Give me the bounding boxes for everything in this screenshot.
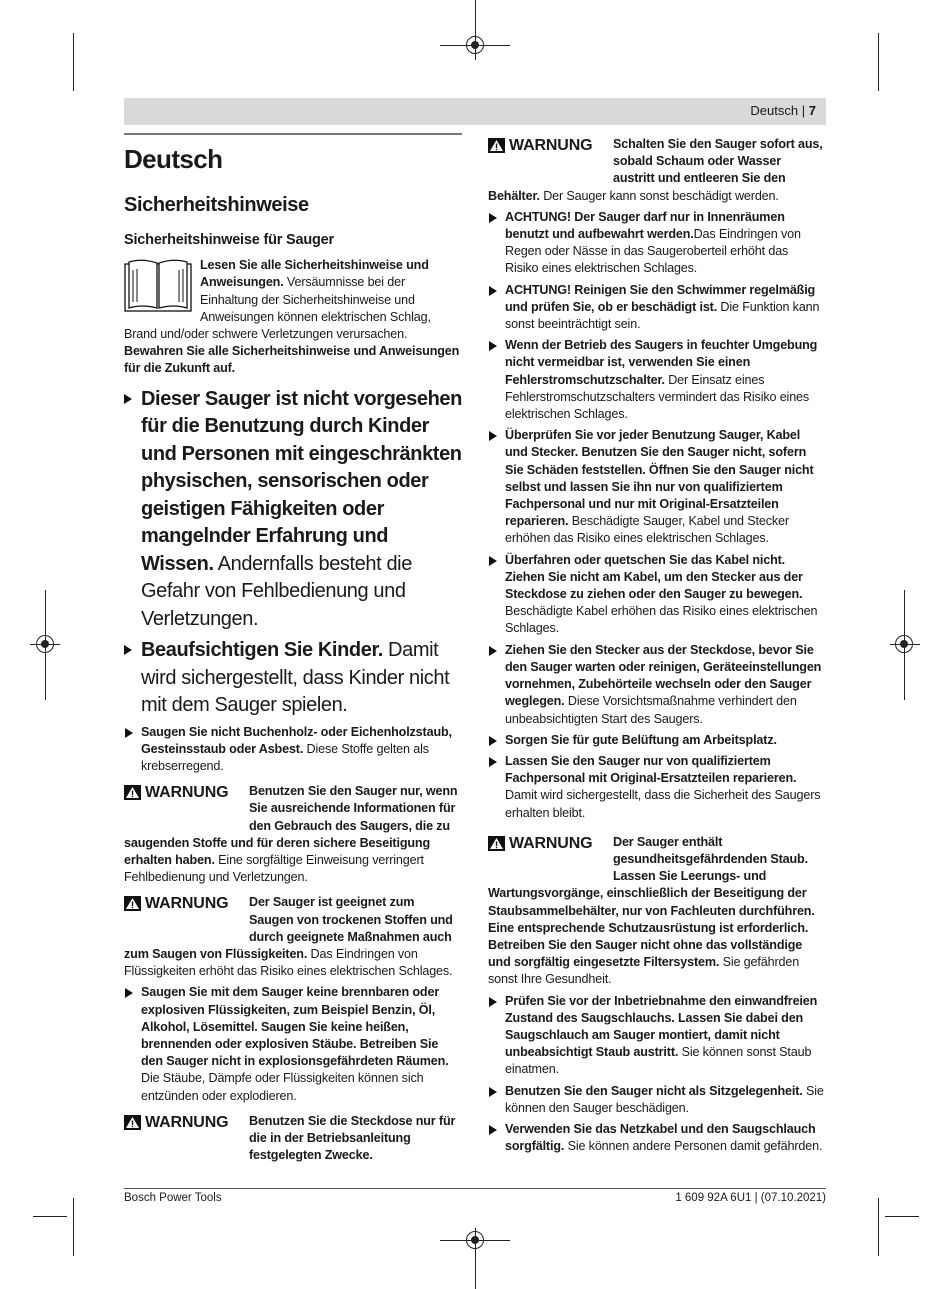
- read-instructions-block: [124, 257, 462, 343]
- bullet-bold: Überfahren oder quetschen Sie das Kabel nicht. Ziehen Sie nicht am Kabel, um den Stecker aus der Steckdose zu ziehen oder den Sauger zu bewegen.: [505, 552, 803, 602]
- bullet-text: Diese Vorsichtsmaßnahme verhindert den unbeabsichtigten Start des Saugers.: [505, 694, 797, 726]
- warning-block: [124, 1113, 462, 1165]
- bullet-text: Sie können andere Personen damit gefährden.: [564, 1139, 823, 1154]
- header-language: Deutsch: [750, 103, 799, 118]
- right-column: [488, 136, 824, 1155]
- registration-mark-icon: [895, 635, 913, 653]
- bullet-triangle-icon: [489, 431, 497, 441]
- warning-label-text: WARNUNG: [509, 137, 593, 154]
- bullet-item: [124, 984, 462, 1104]
- header-text: [750, 103, 816, 118]
- footer-brand: Bosch Power Tools: [124, 1192, 222, 1204]
- bullet-large-1-bold: Dieser Sauger ist nicht vorgesehen für die Benutzung durch Kinder und Personen mit eingeschränkten physischen, sensorischen oder geistigen Fähigkeiten oder mangelnder Erfahrung und Wissen.: [141, 387, 462, 575]
- page-title: Deutsch: [124, 144, 223, 174]
- bullet-text: Diese Stoffe gelten als krebserregend.: [141, 741, 429, 774]
- warning-bold: Der Sauger enthält gesundheitsgefährdenden Staub. Lassen Sie Leerungs- und Wartungsvorgänge, einschließlich der Beseitigung der Staubsammelbehälter, nur von Fachleuten durchführen. Eine entsprechende Schutzausrüstung ist erforderlich. Betreiben Sie den Sauger nicht ohne das vollständige und sorgfältig eingesetzte Filtersystem.: [488, 834, 815, 970]
- bullet-item: [488, 642, 824, 728]
- bullet-text: Das Eindringen von Regen oder Nässe in das Saugeroberteil erhöht das Risiko eines elektrischen Schlages.: [505, 227, 801, 276]
- bullet-triangle-icon: [489, 757, 497, 767]
- crop-mark: [878, 1198, 879, 1256]
- bullet-bold: ACHTUNG! Der Sauger darf nur in Innenräumen benutzt und aufbewahrt werden.: [505, 209, 785, 242]
- footer-rule: [124, 1188, 826, 1189]
- column-rule: [124, 133, 462, 135]
- bullet-text: Die Funktion kann sonst beeinträchtigt sein.: [505, 299, 820, 332]
- warning-label: [124, 894, 249, 932]
- warning-text: Das Eindringen von Flüssigkeiten erhöht das Risiko eines elektrischen Schlages.: [124, 947, 453, 979]
- subsection-heading: Sicherheitshinweise für Sauger: [124, 232, 334, 248]
- bullet-bold: Benutzen Sie den Sauger nicht als Sitzgelegenheit.: [505, 1083, 803, 1098]
- bullet-bold: Prüfen Sie vor der Inbetriebnahme den einwandfreien Zustand des Saugschlauchs. Lassen Sie dabei den Saugschlauch am Sauger montiert, damit nicht unbeabsichtigt Staub austritt.: [505, 993, 818, 1060]
- read-bold: Lesen Sie alle Sicherheitshinweise und Anweisungen.: [200, 258, 429, 290]
- warning-text: Sie gefährden sonst Ihre Gesundheit.: [488, 955, 800, 987]
- warning-label: [124, 783, 249, 821]
- warning-label: [124, 1113, 249, 1151]
- warning-triangle-icon: [124, 896, 141, 911]
- read-text: Versäumnisse bei der Einhaltung der Sicherheitshinweise und Anweisungen können elektrischen Schlag, Brand und/oder schwere Verletzungen verursachen.: [124, 275, 431, 342]
- footer-docnumber: 1 609 92A 6U1 | (07.10.2021): [675, 1192, 826, 1204]
- bullet-bold: Lassen Sie den Sauger nur von qualifiziertem Fachpersonal mit Original-Ersatzteilen reparieren.: [505, 753, 797, 786]
- warning-label-text: WARNUNG: [145, 784, 229, 802]
- section-heading: Sicherheitshinweise: [124, 194, 309, 216]
- bullet-item: [488, 282, 824, 334]
- page-header: [124, 98, 826, 125]
- bullet-item: [488, 1121, 824, 1155]
- registration-mark-icon: [466, 1231, 484, 1249]
- bullet-triangle-icon: [125, 728, 133, 738]
- warning-triangle-icon: [488, 138, 505, 153]
- book-icon: [124, 258, 192, 312]
- bullet-large-1: [124, 386, 462, 634]
- bullet-text: Damit wird sichergestellt, dass die Sicherheit des Saugers erhalten bleibt.: [505, 788, 821, 820]
- bullet-text: Beschädigte Kabel erhöhen das Risiko eines elektrischen Schlages.: [505, 604, 818, 636]
- bullet-triangle-icon: [125, 988, 133, 998]
- bullet-large-2-bold: Beaufsichtigen Sie Kinder.: [141, 639, 383, 662]
- bullet-item: [488, 1083, 824, 1117]
- warning-triangle-icon: [124, 1115, 141, 1130]
- bullet-large-2: [124, 637, 462, 720]
- warning-text: Eine sorgfältige Einweisung verringert Fehlbedienung und Verletzungen.: [124, 853, 424, 885]
- bullet-item: [488, 427, 824, 547]
- crop-mark: [73, 1198, 74, 1256]
- bullet-bold: Verwenden Sie das Netzkabel und den Saugschlauch sorgfältig.: [505, 1121, 816, 1154]
- warning-block: [488, 136, 824, 205]
- warning-label-text: WARNUNG: [509, 834, 593, 852]
- warning-text: Der Sauger kann sonst beschädigt werden.: [539, 188, 779, 203]
- bullet-item: [488, 209, 824, 278]
- bullet-text: Beschädigte Sauger, Kabel und Stecker erhöhen das Risiko eines elektrischen Schlages.: [505, 514, 789, 546]
- bullet-item: [124, 724, 462, 776]
- warning-bold: Schalten Sie den Sauger sofort aus, sobald Schaum oder Wasser austritt und entleeren Sie den Behälter.: [488, 137, 823, 203]
- bullet-bold: Ziehen Sie den Stecker aus der Steckdose, bevor Sie den Sauger warten oder reinigen, Geräteeinstellungen vornehmen, Zubehörteile wechseln oder den Sauger weglegen.: [505, 642, 822, 709]
- bullet-triangle-icon: [489, 556, 497, 566]
- bullet-triangle-icon: [489, 213, 497, 223]
- warning-label: [488, 834, 613, 872]
- bullet-bold: Sorgen Sie für gute Belüftung am Arbeitsplatz.: [505, 732, 777, 747]
- bullet-bold: Überprüfen Sie vor jeder Benutzung Sauger, Kabel und Stecker. Benutzen Sie den Sauger nicht, sofern Sie Schäden feststellen. Öffnen Sie den Sauger nicht selbst und lassen Sie ihn nur von qualifiziertem Fachpersonal und nur mit Original-Ersatzteilen reparieren.: [505, 428, 814, 529]
- warning-triangle-icon: [488, 836, 505, 851]
- bullet-bold: Saugen Sie mit dem Sauger keine brennbaren oder explosiven Flüssigkeiten, zum Beispiel Benzin, Öl, Alkohol, Lösemittel. Saugen Sie keine heißen, brennenden oder explosiven Stäube. Betreiben Sie den Sauger nicht in explosionsgefährdeten Räumen.: [141, 985, 449, 1069]
- keep-instructions: Bewahren Sie alle Sicherheitshinweise und Anweisungen für die Zukunft auf.: [124, 344, 460, 376]
- warning-block: [488, 834, 824, 989]
- bullet-item: [488, 993, 824, 1079]
- warning-bold: Benutzen Sie den Sauger nur, wenn Sie ausreichende Informationen für den Gebrauch des Saugers, die zu saugenden Stoffe und für deren sichere Beseitigung erhalten haben.: [124, 784, 458, 868]
- bullet-triangle-icon: [489, 1087, 497, 1097]
- bullet-item: [488, 732, 824, 749]
- warning-bold: Der Sauger ist geeignet zum Saugen von trockenen Stoffen und durch geeignete Maßnahmen auch zum Saugen von Flüssigkeiten.: [124, 895, 453, 962]
- bullet-bold: ACHTUNG! Reinigen Sie den Schwimmer regelmäßig und prüfen Sie, ob er beschädigt ist.: [505, 282, 816, 314]
- bullet-triangle-icon: [489, 997, 497, 1007]
- crop-mark: [73, 33, 74, 91]
- registration-mark-icon: [36, 635, 54, 653]
- warning-label-text: WARNUNG: [145, 895, 229, 913]
- bullet-triangle-icon: [124, 645, 132, 655]
- bullet-triangle-icon: [489, 1125, 497, 1135]
- bullet-large-1-text: Andernfalls besteht die Gefahr von Fehlbedienung und Verletzungen.: [141, 552, 412, 630]
- bullet-triangle-icon: [489, 341, 497, 351]
- header-separator: |: [801, 103, 806, 118]
- warning-block: [124, 783, 462, 886]
- crop-mark: [33, 1216, 67, 1217]
- bullet-item: [488, 753, 824, 822]
- bullet-bold: Wenn der Betrieb des Saugers in feuchter Umgebung nicht vermeidbar ist, verwenden Sie einen Fehlerstromschutzschalter.: [505, 338, 818, 387]
- bullet-item: [488, 552, 824, 638]
- bullet-large-2-text: Damit wird sichergestellt, dass Kinder nicht mit dem Sauger spielen.: [141, 639, 450, 717]
- warning-label-text: WARNUNG: [145, 1113, 229, 1131]
- bullet-bold: Saugen Sie nicht Buchenholz- oder Eichenholzstaub, Gesteinsstaub oder Asbest.: [141, 724, 452, 756]
- registration-mark-icon: [466, 36, 484, 54]
- bullet-triangle-icon: [124, 394, 132, 404]
- warning-label: [488, 136, 613, 174]
- bullet-item: [488, 337, 824, 423]
- crop-mark: [878, 33, 879, 91]
- bullet-text: Sie können den Sauger beschädigen.: [505, 1083, 824, 1115]
- page-number: 7: [808, 103, 816, 118]
- warning-bold: Benutzen Sie die Steckdose nur für die in der Betriebsanleitung festgelegten Zwecke.: [249, 1113, 456, 1163]
- left-column: [124, 142, 462, 1165]
- warning-block: [124, 894, 462, 980]
- bullet-text: Sie können sonst Staub einatmen.: [505, 1045, 812, 1077]
- bullet-triangle-icon: [489, 646, 497, 656]
- bullet-triangle-icon: [489, 286, 497, 296]
- crop-mark: [885, 1216, 919, 1217]
- warning-triangle-icon: [124, 785, 141, 800]
- bullet-text: Der Einsatz eines Fehlerstromschutzschalters vermindert das Risiko eines elektrischen Schlages.: [505, 372, 810, 422]
- bullet-triangle-icon: [489, 736, 497, 746]
- bullet-text: Die Stäube, Dämpfe oder Flüssigkeiten können sich entzünden oder explodieren.: [141, 1071, 424, 1103]
